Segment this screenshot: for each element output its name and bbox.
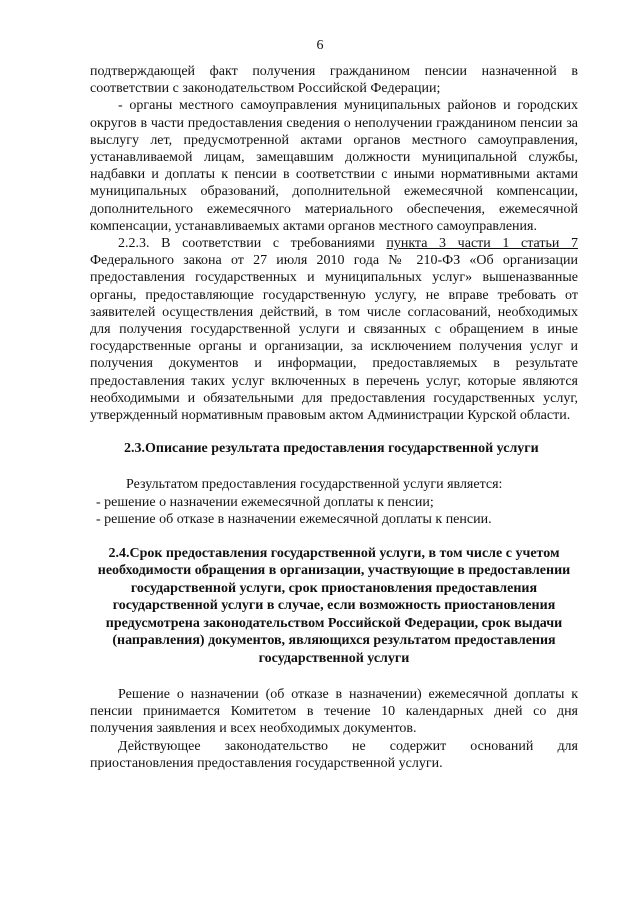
section-2-3-heading: 2.3.Описание результата предоставления государственной услуги	[124, 441, 539, 457]
list-item: - решение о назначении ежемесячной доплаты к пенсии;	[96, 494, 434, 510]
list-item: - решение об отказе в назначении ежемесячной доплаты к пенсии.	[96, 511, 492, 527]
paragraph-2-2-3	[90, 235, 578, 424]
paragraph-no-suspension: Действующее законодательство не содержит оснований для приостановления предоставления государственной услуги.	[90, 738, 578, 771]
page-number: 6	[316, 38, 324, 53]
law-article-link[interactable]: пункта 3 части 1 статьи 7	[386, 236, 578, 252]
paragraph-decision-term: Решение о назначении (об отказе в назначении) ежемесячной доплаты к пенсии принимается Комитетом в течение 10 календарных дней со дня получения заявления и всех необходимых документов.	[90, 686, 578, 737]
paragraph-2-2-3-prefix: 2.2.3. В соответствии с требованиями	[118, 236, 387, 252]
section-2-4-heading: 2.4.Срок предоставления государственной услуги, в том числе с учетом необходимости обращения в организации, участвующие в предоставлении государственной услуги, срок приостановления предоставления государственной услуги в случае, если возможность приостановления предусмотрена законодательством Российской Федерации, срок выдачи (направления) документов, являющихся результатом предоставления государственной услуги	[97, 546, 571, 666]
paragraph-pension-confirmation: подтверждающей факт получения гражданином пенсии назначенной в соответствии с законодательством Российской Федерации;	[90, 64, 578, 97]
paragraph-2-2-3-suffix: Федерального закона от 27 июля 2010 года № 210-ФЗ «Об организации предоставления государственных и муниципальных услуг» вышеназванные органы, предоставляющие государственную услугу, не вправе требовать от заявителей осуществления действий, в том числе согласований, необходимых для получения государственной услуги и связанных с обращением в иные государственные органы и организации, за исключением получения услуг и получения документов и информации, предоставляемых в результате предоставления таких услуг включенных в перечень услуг, которые являются необходимыми и обязательными для предоставления государственных услуг, утвержденный нормативным правовым актом Администрации Курской области.	[90, 253, 578, 424]
result-intro: Результатом предоставления государственной услуги является:	[126, 477, 503, 493]
paragraph-local-authorities: - органы местного самоуправления муниципальных районов и городских округов в части предоставления сведения о неполучении гражданином пенсии за выслугу лет, предусмотренной актами органов местного самоуправления, устанавливаемой лицам, замещавшим должности муниципальной службы, надбавки и доплаты к пенсии в соответствии с иными нормативными актами муниципальных образований, дополнительной ежемесячной компенсации, дополнительного ежемесячного материального обеспечения, ежемесячной компенсации, устанавливаемых актами органов местного самоуправления.	[90, 98, 578, 234]
document-body	[90, 63, 578, 772]
